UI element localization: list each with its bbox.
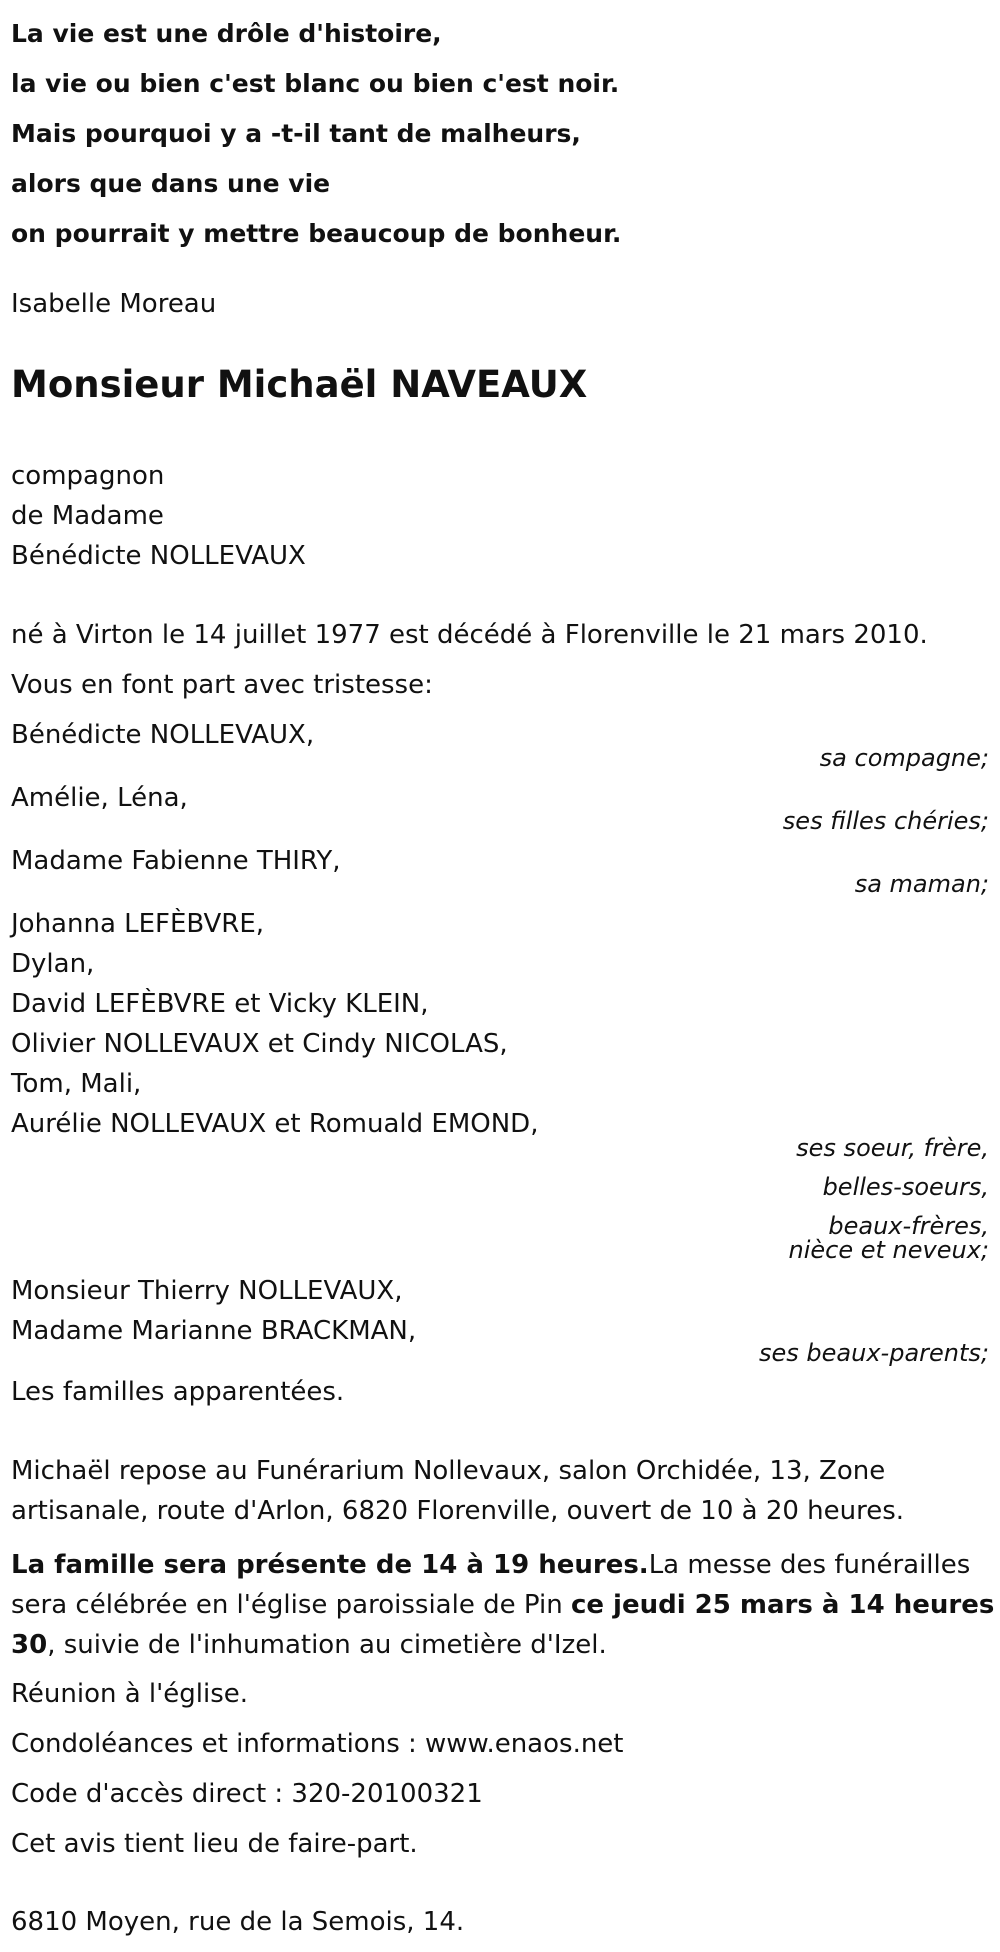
- announcement-text: Vous en font part avec tristesse:: [11, 670, 433, 700]
- funerarium-text: Michaël repose au Funérarium Nollevaux, salon Orchidée, 13, Zone artisanale, route d'Arlon, 6820 Florenville, ouvert de 10 à 20 heures.: [11, 1456, 905, 1526]
- mass-text-2: , suivie de l'inhumation au cimetière d'Izel.: [47, 1630, 607, 1660]
- poem: [11, 9, 621, 259]
- sibling-line: Olivier NOLLEVAUX et Cindy NICOLAS,: [11, 1029, 508, 1059]
- relation-in-laws: ses beaux-parents;: [759, 1339, 989, 1367]
- obituary-notice: [11, 0, 995, 1952]
- families-text: Les familles apparentées.: [11, 1377, 345, 1407]
- condolences-text: Condoléances et informations : www.enaos.net: [11, 1729, 624, 1759]
- relation-siblings-1: ses soeur, frère,: [796, 1134, 989, 1162]
- sibling-line: David LEFÈBVRE et Vicky KLEIN,: [11, 989, 429, 1019]
- companion-line: compagnon: [11, 461, 165, 491]
- family-presence-bold: La famille sera présente de 14 à 19 heures.: [11, 1550, 649, 1580]
- access-code-text: Code d'accès direct : 320-20100321: [11, 1779, 483, 1809]
- companion-line: Bénédicte NOLLEVAUX: [11, 541, 306, 571]
- address-text: 6810 Moyen, rue de la Semois, 14.: [11, 1907, 465, 1937]
- poem-line: on pourrait y mettre beaucoup de bonheur.: [11, 219, 622, 248]
- poem-line: la vie ou bien c'est blanc ou bien c'est noir.: [11, 69, 620, 98]
- relation-siblings-3: beaux-frères,: [828, 1212, 989, 1240]
- mass-text-1: La messe des funérailles sera célébrée en l'église paroissiale de Pin: [11, 1550, 971, 1620]
- sibling-line: Tom, Mali,: [11, 1069, 142, 1099]
- mass-date-bold: ce jeudi 25 mars à 14 heures 30: [11, 1590, 995, 1660]
- relation-siblings-2: belles-soeurs,: [822, 1173, 989, 1201]
- relation-siblings-4: nièce et neveux;: [788, 1236, 989, 1264]
- sibling-line: Dylan,: [11, 949, 95, 979]
- in-law-line: Madame Marianne BRACKMAN,: [11, 1316, 417, 1346]
- birth-death-text: né à Virton le 14 juillet 1977 est décédé à Florenville le 21 mars 2010.: [11, 620, 928, 650]
- relation-mother: sa maman;: [854, 870, 989, 898]
- mourner-mother: Madame Fabienne THIRY,: [11, 846, 341, 876]
- poem-line: Mais pourquoi y a -t-il tant de malheurs,: [11, 119, 581, 148]
- in-law-line: Monsieur Thierry NOLLEVAUX,: [11, 1276, 403, 1306]
- mourner-companion: Bénédicte NOLLEVAUX,: [11, 720, 315, 750]
- mourner-siblings: [11, 904, 995, 1144]
- relation-companion: sa compagne;: [819, 744, 989, 772]
- mourner-daughters: Amélie, Léna,: [11, 783, 188, 813]
- relation-daughters: ses filles chéries;: [782, 807, 989, 835]
- sibling-line: Johanna LEFÈBVRE,: [11, 909, 265, 939]
- reunion-text: Réunion à l'église.: [11, 1679, 249, 1709]
- deceased-name: Monsieur Michaël NAVEAUX: [11, 363, 588, 406]
- poem-line: alors que dans une vie: [11, 169, 331, 198]
- companion-line: de Madame: [11, 501, 164, 531]
- companion-info: [11, 456, 306, 576]
- poem-line: La vie est une drôle d'histoire,: [11, 19, 442, 48]
- sibling-line: Aurélie NOLLEVAUX et Romuald EMOND,: [11, 1109, 539, 1139]
- notice-text: Cet avis tient lieu de faire-part.: [11, 1829, 418, 1859]
- funeral-details: [11, 1545, 995, 1665]
- poem-author: Isabelle Moreau: [11, 289, 217, 319]
